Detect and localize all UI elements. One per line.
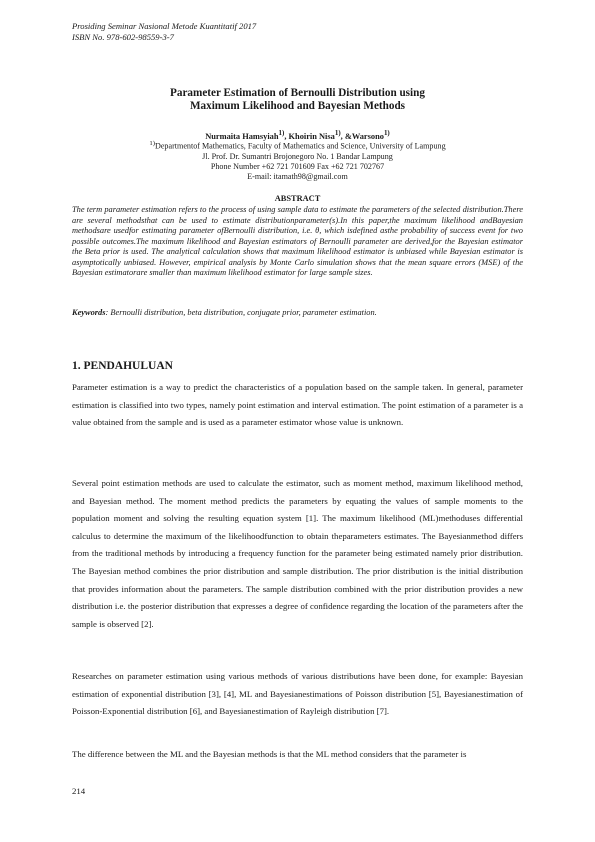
abstract-heading: ABSTRACT — [274, 194, 321, 203]
author-3: Warsono — [351, 131, 384, 141]
affiliation-mark: 1) — [149, 140, 155, 147]
running-header — [72, 21, 256, 42]
author-2-mark: 1) — [334, 129, 341, 137]
abstract-text: The term parameter estimation refers to the process of using sample data to estimate the parameters of the selected distribution.There are several methodsthat can be used to estimate distributionparameter(s).In this paper,the maximum likelihood andBayesian methodsare usedfor estimating parameter ofBernoulli distribution, i.e. θ, which isdefined asthe probability of success event for two possible outcomes.The maximum likelihood and Bayesian estimators of Bernoulli parameter are derived,for the Bayesian estimator the Beta prior is used. The analytical calculation shows that maximum likelihood estimator is unbiased while Bayesian estimator is asymptotically unbiased. However, empirical analysis by Monte Carlo simulation shows that the mean square errors (MSE) of the Bayesian estimatorare smaller than maximum likelihood estimator for large sample sizes. — [72, 205, 523, 278]
title-line-2: Maximum Likelihood and Bayesian Methods — [189, 100, 406, 112]
body-paragraph-2: Several point estimation methods are used to calculate the estimator, such as moment method, maximum likelihood method, and Bayesian method. The moment method predicts the parameters by equating the values of sample moments to the population moment and solving the resulting equation system [1]. The maximum likelihood (ML)methoduses differential calculus to determine the maximum of the likelihoodfunction to obtain theparameters estimates. The Bayesianmethod differs from the traditional methods by introducing a frequency function for the parameter being estimated namely prior distribution. The Bayesian method combines the prior distribution and sample distribution. The prior distribution is the initial distribution that provides information about the parameters. The sample distribution combined with the prior distribution provides a new distribution i.e. the posterior distribution that expresses a degree of confidence regarding the location of the parameters after the sample is observed [2]. — [72, 478, 523, 629]
department-text: Departmentof Mathematics, Faculty of Mathematics and Science, University of Lampung — [155, 141, 446, 151]
affiliation-address: Jl. Prof. Dr. Sumantri Brojonegoro No. 1 Bandar Lampung — [202, 151, 393, 161]
keywords-line — [72, 308, 523, 319]
section-heading: 1. PENDAHULUAN — [72, 360, 173, 372]
author-3-mark: 1) — [383, 129, 390, 137]
body-paragraph-3: Researches on parameter estimation using various methods of various distributions have been done, for example: Bayesian estimation of exponential distribution [3], [4], ML and Bayesianestimations of Poisson distribution [5], Bayesianestimation of Poisson-Exponential distribution [6], and Bayesianestimation of Rayleigh distribution [7]. — [72, 671, 523, 717]
keywords-text: : Bernoulli distribution, beta distribution, conjugate prior, parameter estimation. — [105, 308, 377, 317]
keywords-label: Keywords — [72, 308, 106, 317]
author-separator: , & — [340, 131, 352, 141]
author-1: Nurmaita Hamsyiah — [205, 131, 279, 141]
body-paragraph-1: Parameter estimation is a way to predict the characteristics of a population based on the sample taken. In general, parameter estimation is classified into two types, namely point estimation and interval estimation. The point estimation of a parameter is a value obtained from the sample and is used as a parameter estimator whose value is unknown. — [72, 382, 523, 428]
header-proceedings: Prosiding Seminar Nasional Metode Kuantitatif 2017 — [72, 21, 257, 31]
header-isbn: ISBN No. 978-602-98559-3-7 — [72, 31, 174, 42]
author-separator: , — [284, 131, 289, 141]
title-line-1: Parameter Estimation of Bernoulli Distribution using — [170, 87, 425, 99]
affiliation-phone: Phone Number +62 721 701609 Fax +62 721 702767 — [210, 162, 385, 172]
affiliation-block — [72, 139, 523, 183]
author-2: Khoirin Nisa — [288, 131, 335, 141]
paper-title — [72, 87, 523, 113]
author-1-mark: 1) — [278, 129, 285, 137]
page-number: 214 — [72, 786, 86, 796]
affiliation-department — [72, 139, 523, 152]
body-paragraph-4: The difference between the ML and the Bayesian methods is that the ML method considers that the parameter is — [72, 749, 467, 759]
affiliation-email: E-mail: itamath98@gmail.com — [247, 172, 348, 182]
